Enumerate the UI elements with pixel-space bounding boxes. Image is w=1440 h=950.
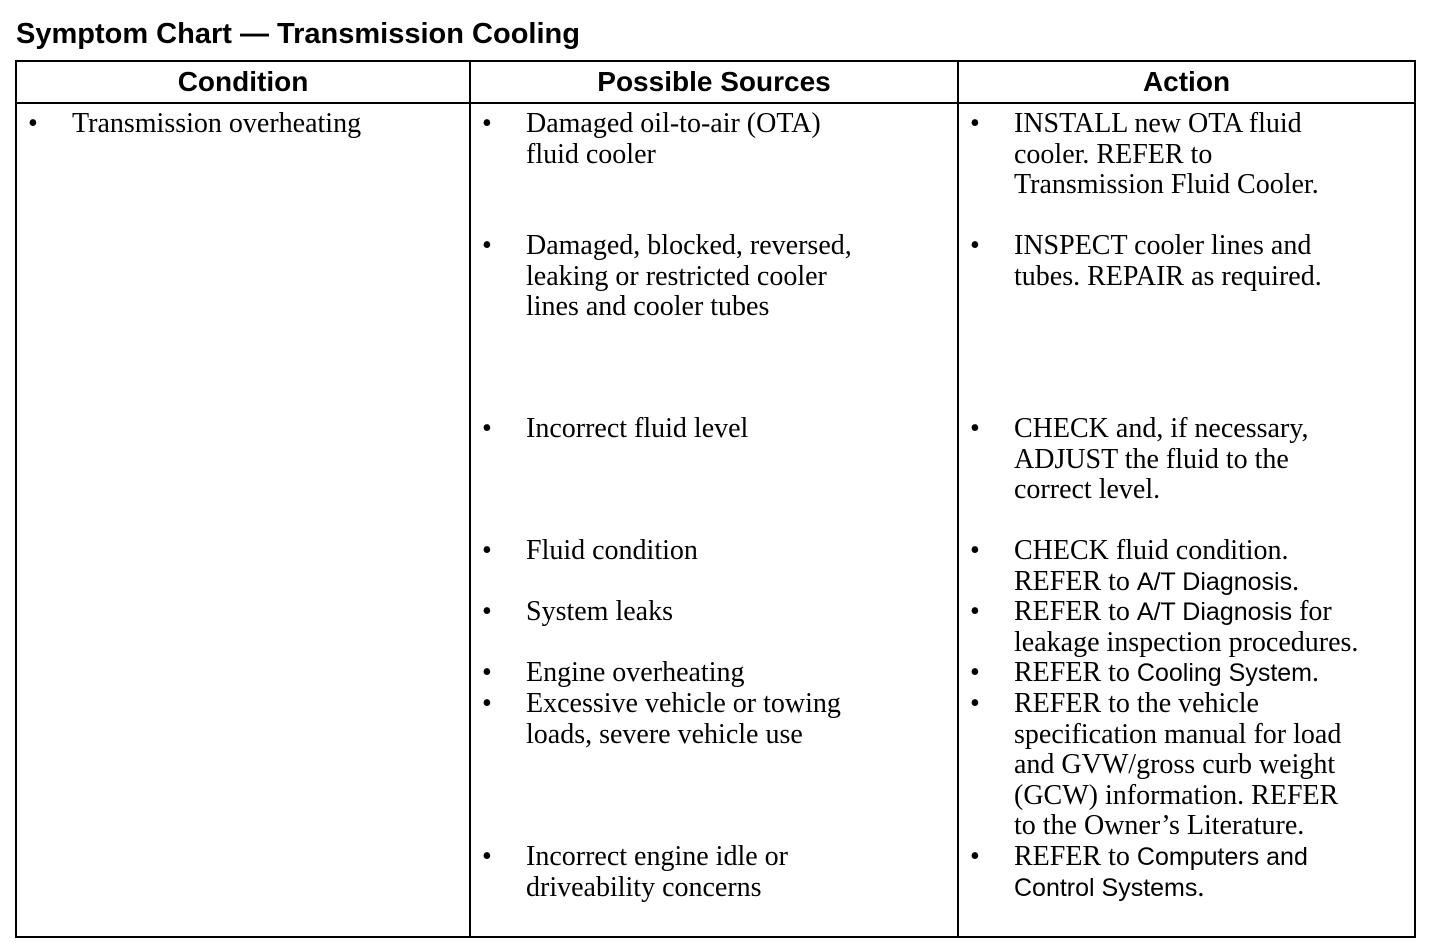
condition-text: Transmission overheating (72, 108, 362, 139)
action-text-part: REFER to (1014, 596, 1137, 627)
bullet: • (970, 108, 980, 139)
action-text-part: REFER to (1014, 657, 1137, 688)
source-text: System leaks (526, 596, 673, 627)
bullet: • (482, 535, 492, 566)
action-item (970, 842, 1410, 903)
bullet: • (970, 841, 980, 872)
action-text-part: . (1292, 565, 1300, 597)
action-item (970, 414, 1410, 506)
source-text: Engine overheating (526, 657, 745, 688)
action-text (1014, 109, 1410, 201)
action-item (970, 658, 1410, 689)
bullet: • (970, 413, 980, 444)
action-text-part: CHECK fluid condition. REFER to (1014, 535, 1289, 597)
action-text (1014, 842, 1410, 903)
action-text-part: REFER to the vehicle specification manual for load and GVW/gross curb weight (GCW) information. REFER to the Owner’s Literature. (1014, 688, 1342, 841)
bullet: • (482, 657, 492, 688)
bullet: • (482, 108, 492, 139)
bullet: • (970, 535, 980, 566)
source-item (482, 597, 942, 628)
source-item (482, 842, 942, 903)
action-item (970, 109, 1410, 201)
action-text (1014, 536, 1410, 597)
action-text (1014, 414, 1410, 506)
bullet: • (482, 841, 492, 872)
source-text: Incorrect engine idle or driveability concerns (526, 841, 788, 903)
source-item (482, 536, 942, 567)
source-text: Damaged oil-to-air (OTA) fluid cooler (526, 108, 821, 170)
reference-link[interactable]: Computers and Control Systems (1014, 843, 1308, 902)
source-item (482, 414, 942, 445)
reference-link[interactable]: A/T Diagnosis (1136, 598, 1293, 626)
bullet: • (970, 657, 980, 688)
source-item (482, 109, 942, 170)
column-divider (957, 62, 959, 936)
action-text-part: INSTALL new OTA fluid cooler. REFER to Transmission Fluid Cooler. (1014, 108, 1319, 200)
action-text (1014, 597, 1410, 658)
source-text: Incorrect fluid level (526, 413, 749, 444)
header-possible-sources: Possible Sources (597, 66, 831, 97)
source-item (482, 231, 942, 323)
action-text-part: CHECK and, if necessary, ADJUST the fluid to the correct level. (1014, 413, 1309, 505)
reference-link[interactable]: A/T Diagnosis (1136, 567, 1293, 596)
condition-item (28, 109, 458, 140)
source-item (482, 689, 942, 750)
action-text (1014, 658, 1410, 689)
bullet: • (970, 230, 980, 261)
bullet: • (970, 688, 980, 719)
bullet: • (970, 596, 980, 627)
bullet: • (482, 596, 492, 627)
action-text-part: REFER to (1014, 841, 1137, 872)
action-item (970, 597, 1410, 658)
header-action: Action (1142, 66, 1231, 97)
source-text: Fluid condition (526, 535, 698, 566)
column-divider (469, 62, 471, 936)
action-text (1014, 689, 1410, 842)
header-rule (17, 102, 1414, 104)
action-text (1014, 231, 1410, 292)
source-text: Damaged, blocked, reversed, leaking or restricted cooler lines and cooler tubes (526, 230, 852, 322)
bullet: • (482, 413, 492, 444)
source-item (482, 658, 942, 689)
action-item (970, 231, 1410, 292)
action-item (970, 689, 1410, 842)
action-text-part: . (1312, 657, 1319, 688)
bullet: • (28, 108, 38, 139)
action-text-part: . (1197, 871, 1205, 903)
source-text: Excessive vehicle or towing loads, severe vehicle use (526, 688, 841, 750)
action-text-part: INSPECT cooler lines and tubes. REPAIR as required. (1014, 230, 1322, 292)
action-item (970, 536, 1410, 597)
bullet: • (482, 230, 492, 261)
bullet: • (482, 688, 492, 719)
action-text-part: for leakage inspection procedures. (1014, 596, 1359, 658)
page-title: Symptom Chart — Transmission Cooling (16, 18, 580, 50)
header-condition: Condition (177, 66, 309, 97)
reference-link[interactable]: Cooling System (1136, 659, 1312, 687)
